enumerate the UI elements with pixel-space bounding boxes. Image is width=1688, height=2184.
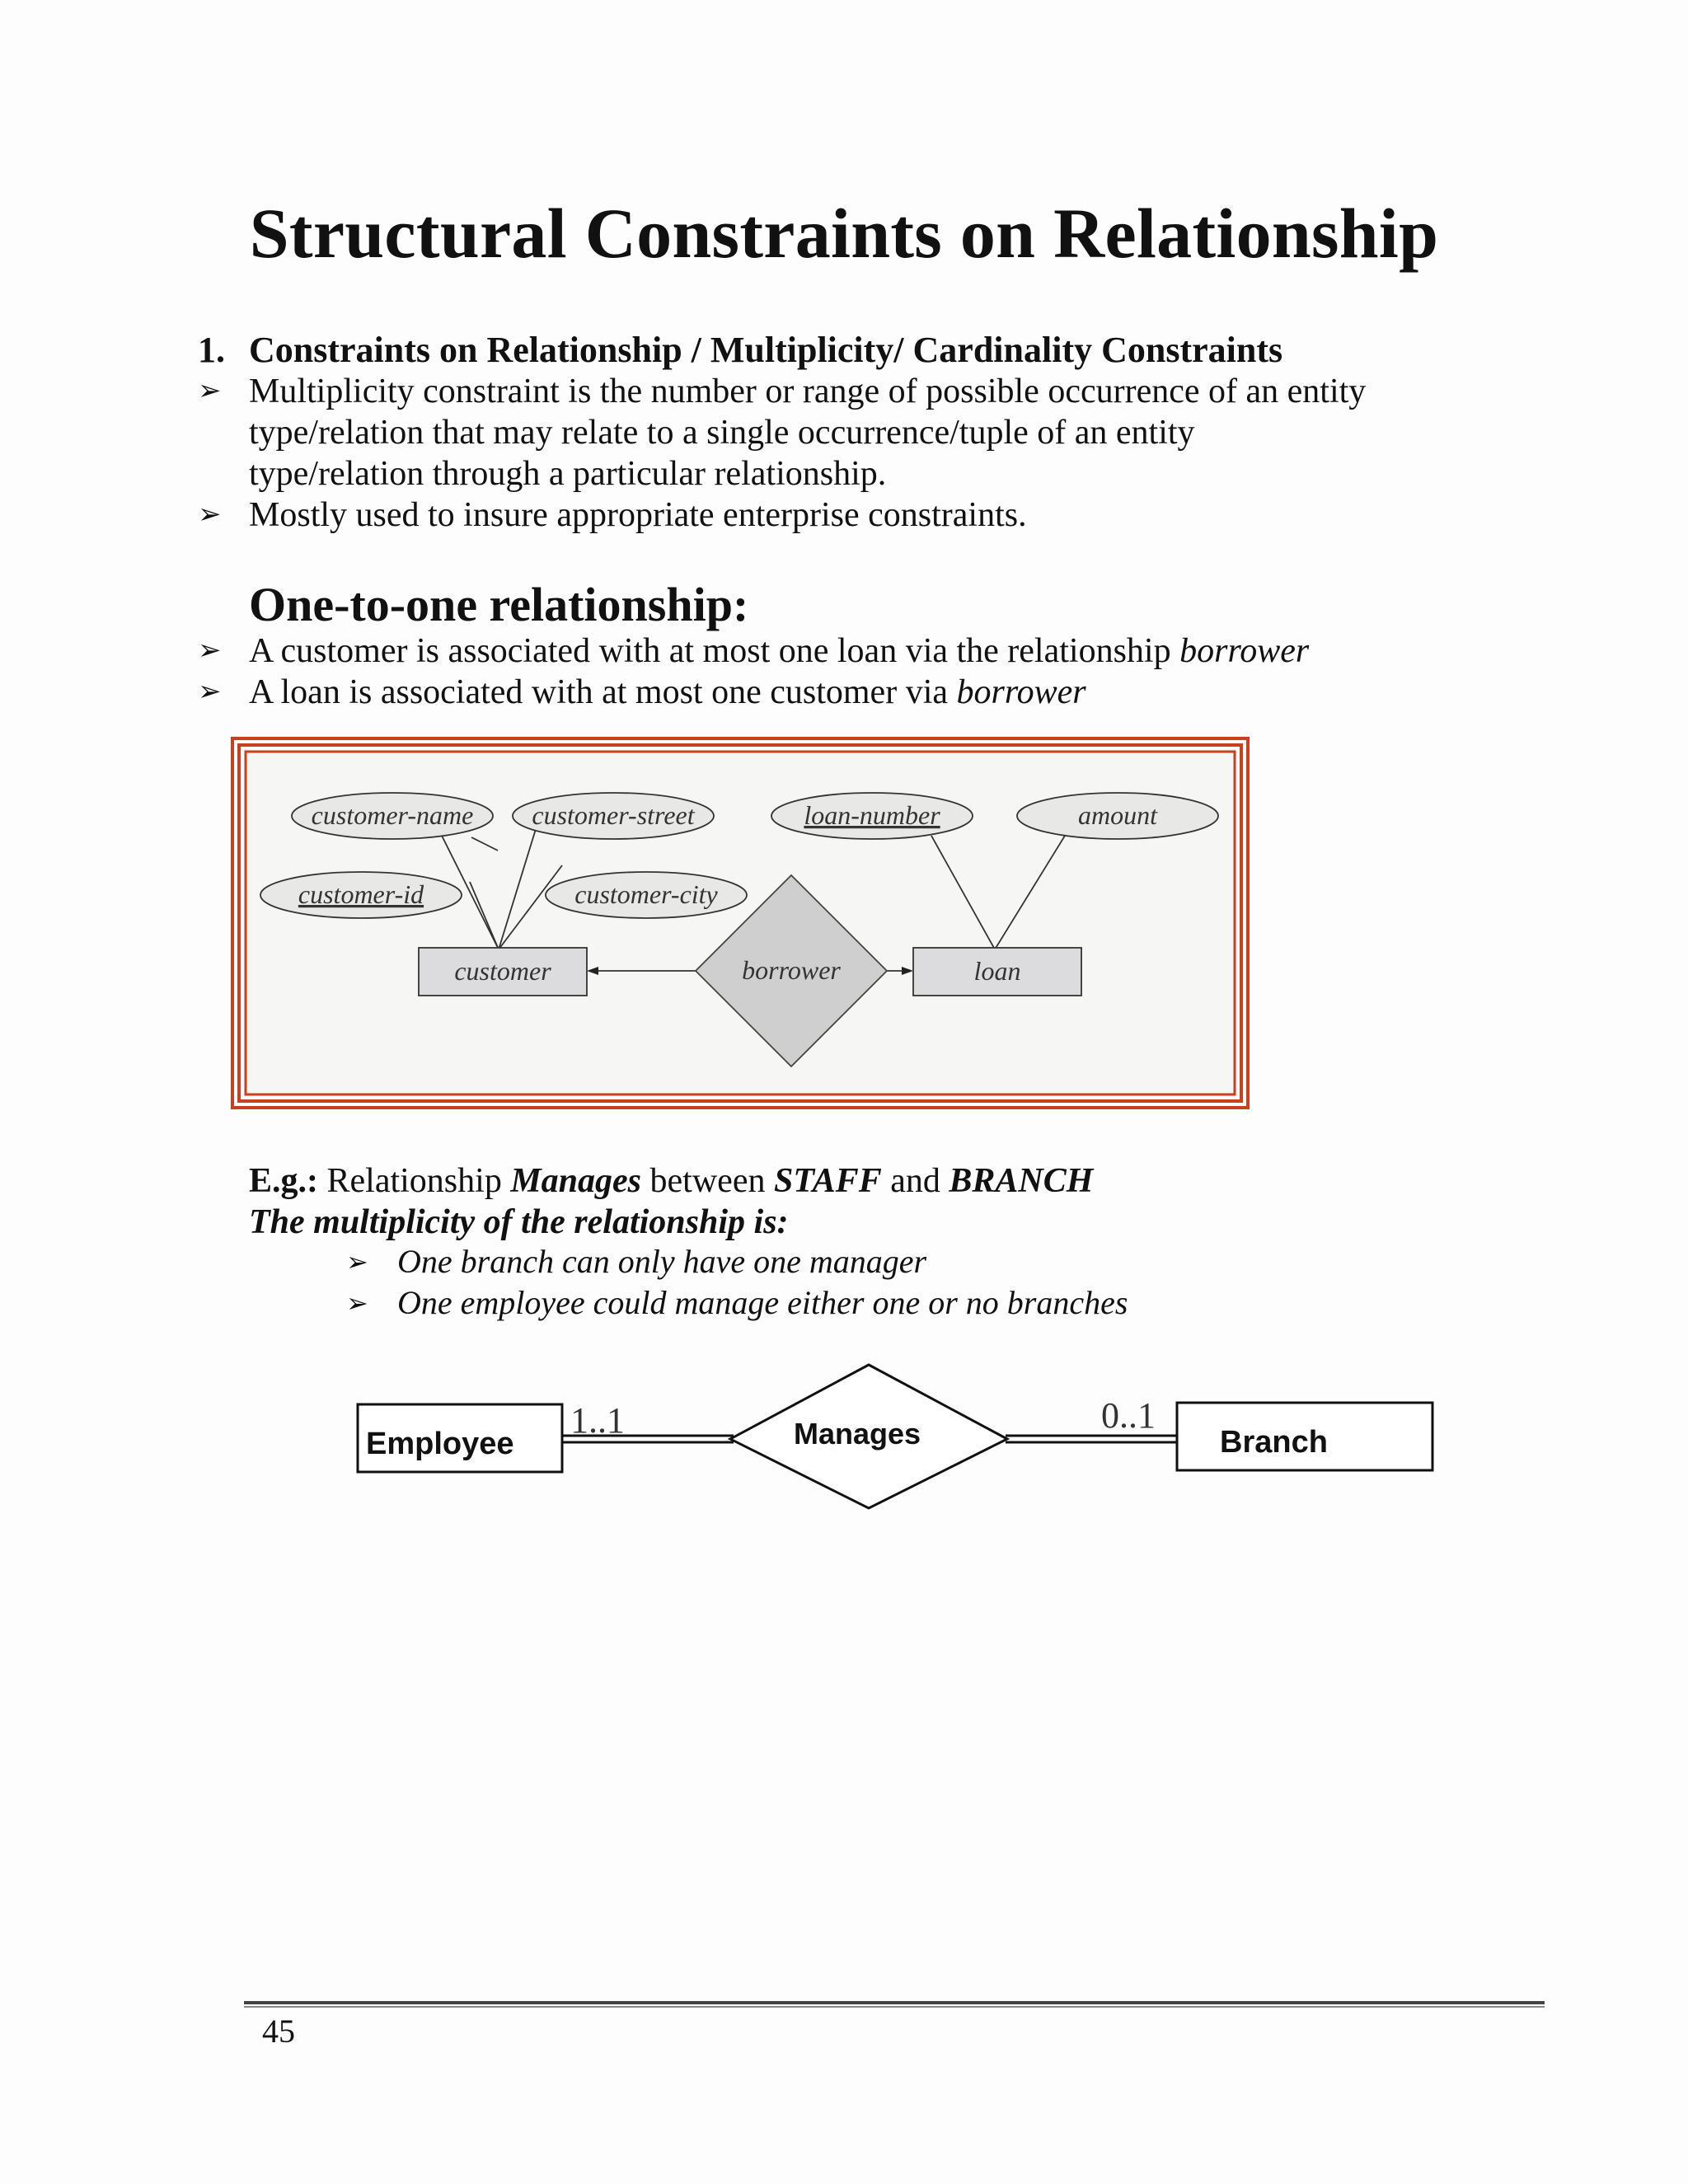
arrow-bullet-icon: ➢ [346,1288,368,1318]
attribute-label: customer-street [532,800,695,830]
list-item: ➢ A customer is associated with at most one loan via the relationship borrower [198,632,1310,670]
er-diagram-manages [346,1357,1442,1518]
list-item: ➢ Multiplicity constraint is the number or range of possible occurrence of an entity type/relation that may relate to a single occurrence/tuple of an entity type/relation through a particular relationship. [198,373,1367,493]
arrow-bullet-icon: ➢ [346,1247,368,1277]
list-item: ➢ One employee could manage either one or no branches [346,1282,1128,1324]
key-attribute-label: customer-id [298,879,424,909]
section-heading [198,326,1282,375]
one-to-one-heading: One-to-one relationship: [249,578,749,631]
list-item: ➢ One branch can only have one manager [346,1241,1128,1282]
multiplicity-label: 0..1 [1101,1395,1156,1436]
attribute-label: amount [1078,800,1157,830]
arrow-bullet-icon: ➢ [198,376,222,406]
relationship-label: Manages [793,1417,921,1451]
list-item: ➢ A loan is associated with at most one customer via borrower [198,673,1086,711]
key-attribute-label: loan-number [804,800,940,830]
list-item: ➢ Mostly used to insure appropriate enterprise constraints. [198,496,1027,534]
definition-bullets [198,371,1484,536]
page-title: Structural Constraints on Relationship [249,194,1439,273]
entity-label: Branch [1220,1425,1328,1460]
entity-label: loan [973,956,1021,986]
section-number: 1. [198,330,225,370]
section-heading-text: Constraints on Relationship / Multiplicity/ Cardinality Constraints [249,330,1283,370]
arrow-bullet-icon: ➢ [198,635,222,666]
one-to-one-bullets [198,630,1484,713]
footer-rule-secondary [244,2006,1545,2008]
arrow-bullet-icon: ➢ [198,677,222,707]
attribute-label: customer-city [574,879,718,909]
example-line: E.g.: Relationship Manages between STAFF and BRANCH [249,1162,1094,1200]
arrow-bullet-icon: ➢ [198,499,222,530]
attribute-label: customer-name [311,800,474,830]
er-diagram-borrower [231,737,1250,1109]
page-number: 45 [262,2013,295,2050]
example-bullets [346,1241,1128,1324]
entity-label: Employee [366,1427,514,1461]
example-subtitle: The multiplicity of the relationship is: [249,1203,789,1241]
footer-rule [244,2001,1545,2004]
relationship-label: borrower [742,955,841,985]
multiplicity-label: 1..1 [570,1400,625,1441]
entity-label: customer [454,956,551,986]
